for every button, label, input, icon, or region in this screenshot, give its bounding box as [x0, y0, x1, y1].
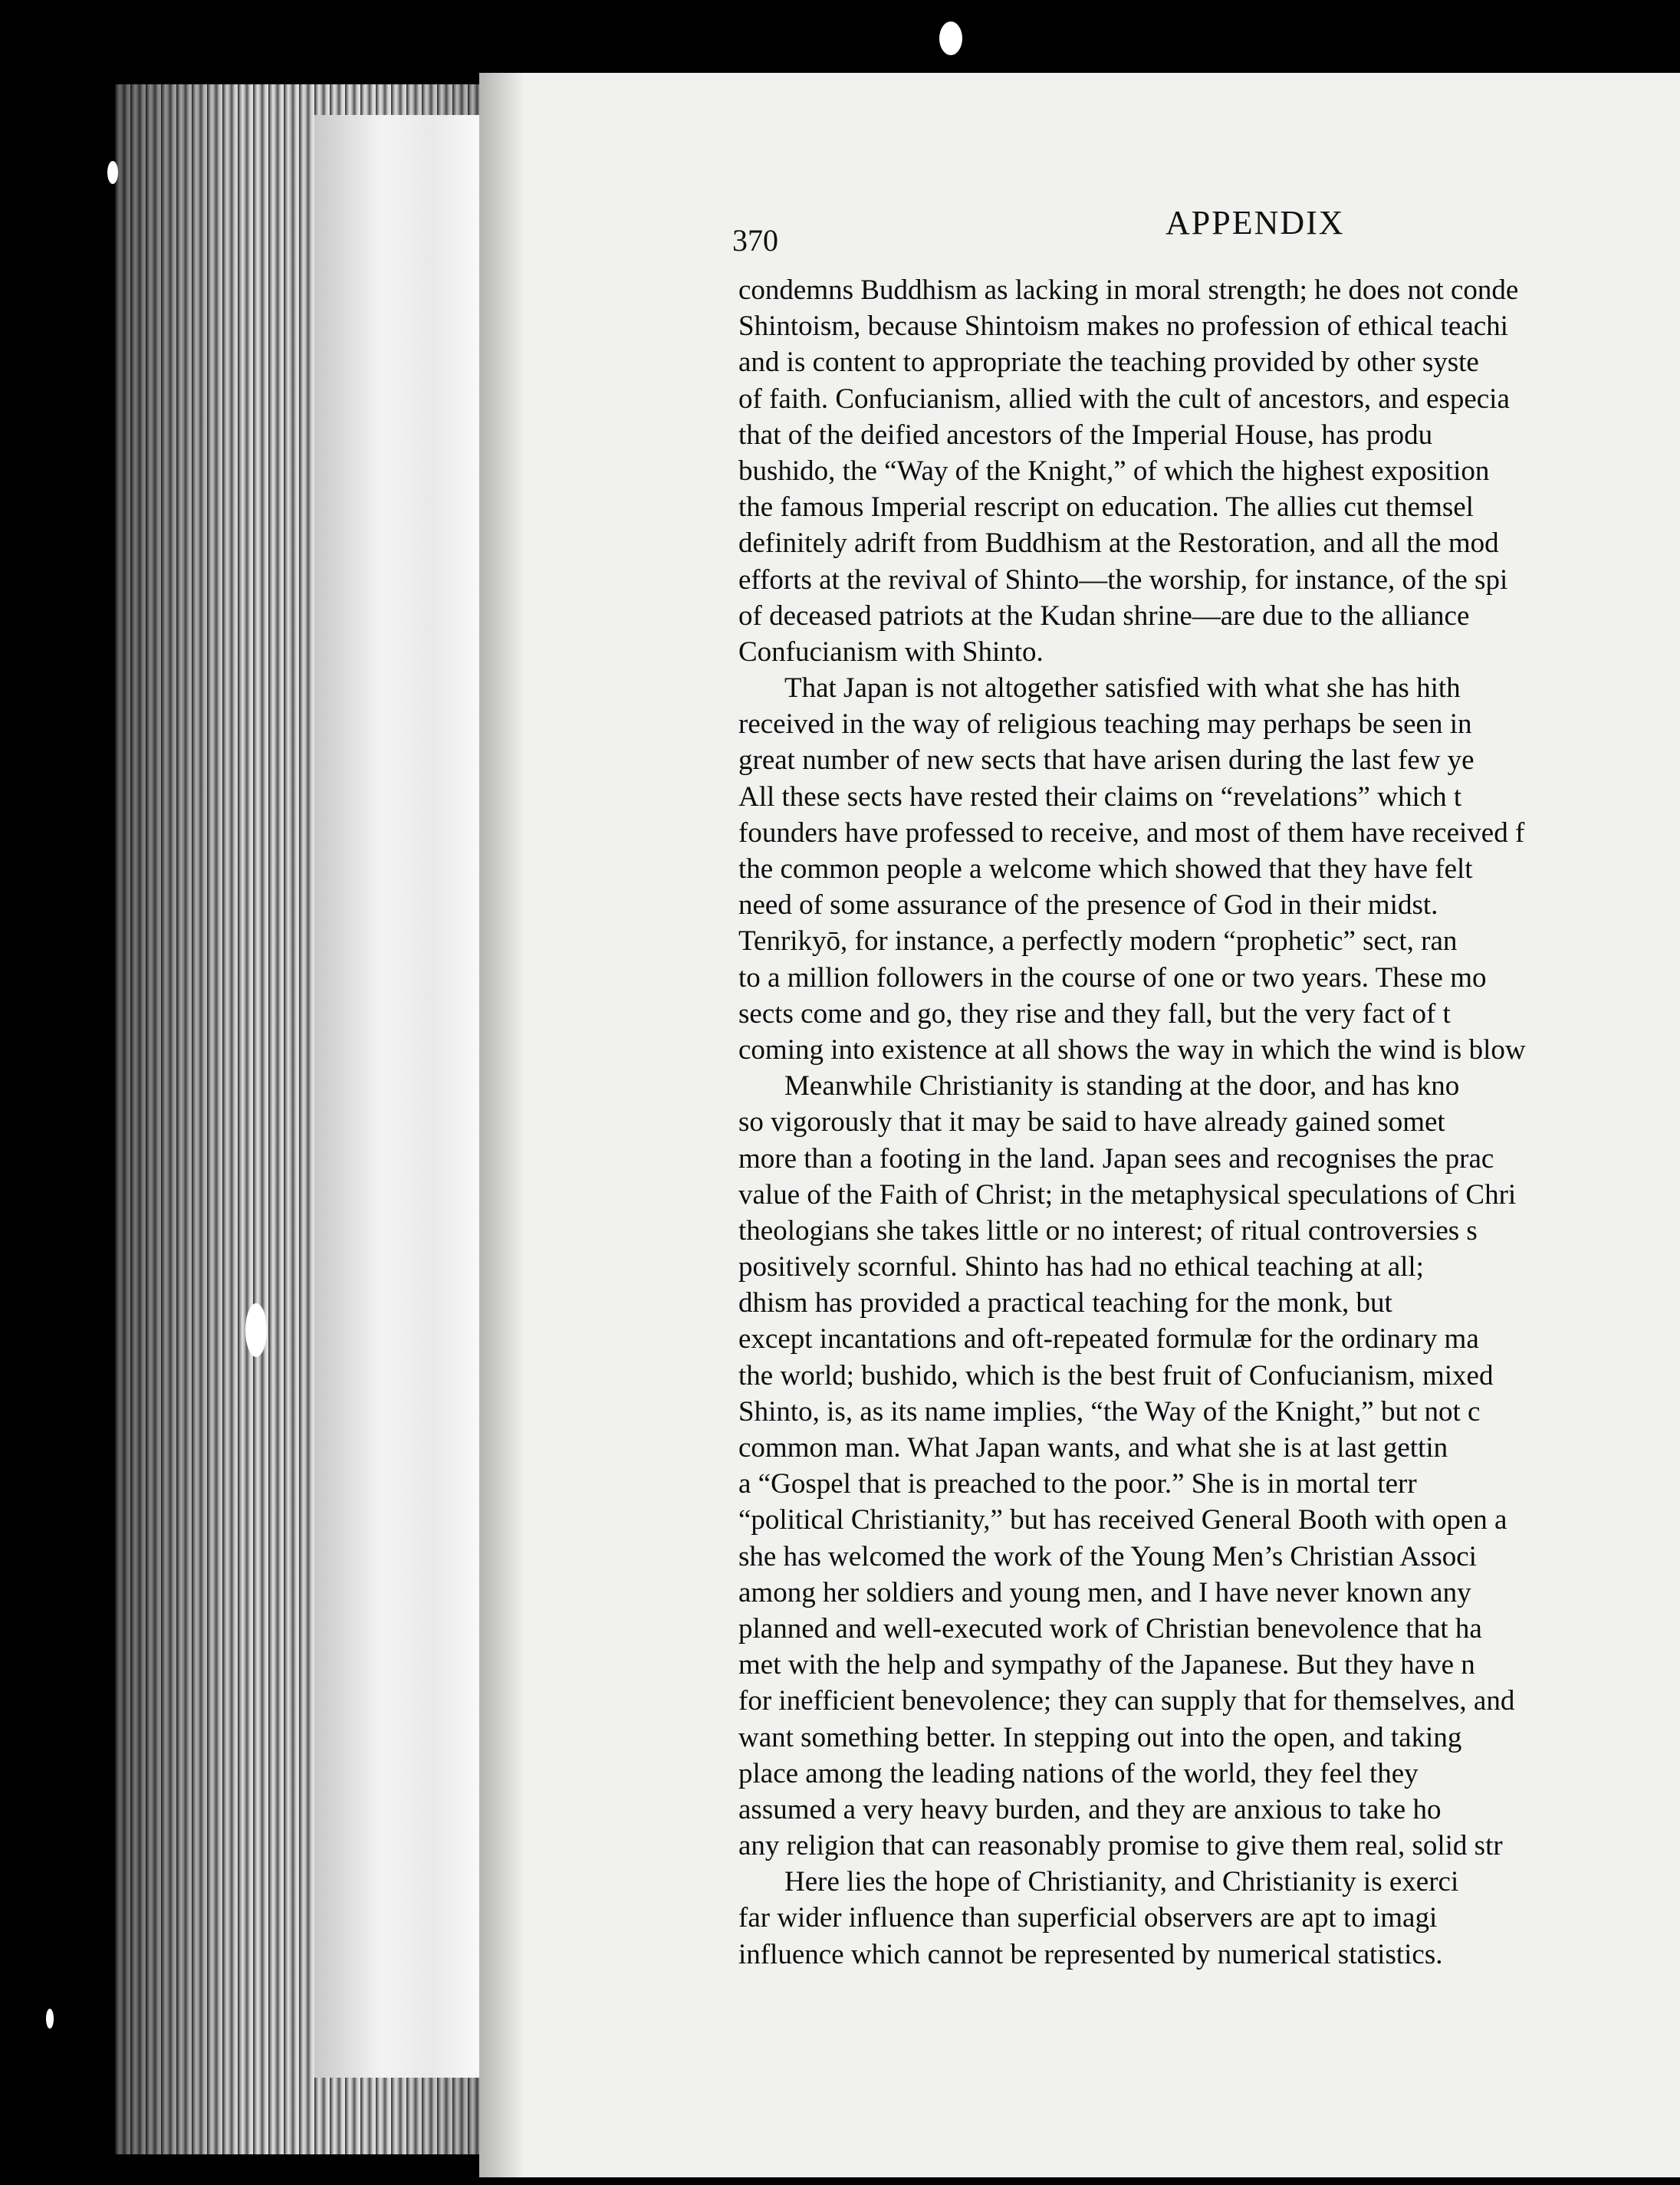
text-line: of deceased patriots at the Kudan shrine—are due to the alliance — [738, 600, 1470, 632]
text-line: sects come and go, they rise and they fall, but the very fact of t — [738, 997, 1451, 1030]
text-line: planned and well-executed work of Christian benevolence that ha — [738, 1612, 1482, 1644]
text-line: received in the way of religious teaching may perhaps be seen in — [738, 708, 1472, 741]
text-line: positively scornful. Shinto has had no ethical teaching at all; — [738, 1251, 1424, 1283]
text-line: great number of new sects that have arisen during the last few ye — [738, 744, 1475, 777]
text-line: Confucianism with Shinto. — [738, 636, 1044, 668]
text-line: that of the deified ancestors of the Imperial House, has produ — [738, 419, 1433, 451]
text-line: value of the Faith of Christ; in the metaphysical speculations of Chri — [738, 1178, 1517, 1211]
text-line: a “Gospel that is preached to the poor.” She is in mortal terr — [738, 1468, 1417, 1500]
text-line: condemns Buddhism as lacking in moral strength; he does not conde — [738, 274, 1519, 306]
scan-speck — [107, 161, 118, 184]
text-line: Tenrikyō, for instance, a perfectly modern “prophetic” sect, ran — [738, 925, 1458, 958]
scan-speck — [46, 2009, 54, 2029]
text-line: except incantations and oft-repeated formulæ for the ordinary ma — [738, 1323, 1479, 1355]
text-line: Here lies the hope of Christianity, and Christianity is exerci — [784, 1866, 1459, 1898]
text-line: the world; bushido, which is the best fruit of Confucianism, mixed — [738, 1359, 1494, 1392]
scan-speck — [245, 1303, 267, 1357]
text-line: assumed a very heavy burden, and they are anxious to take ho — [738, 1793, 1442, 1825]
text-line: and is content to appropriate the teaching provided by other syste — [738, 347, 1479, 379]
text-line: far wider influence than superficial observers are apt to imagi — [738, 1902, 1438, 1934]
text-line: efforts at the revival of Shinto—the worship, for instance, of the spi — [738, 564, 1508, 596]
text-line: more than a footing in the land. Japan sees and recognises the prac — [738, 1142, 1494, 1175]
text-line: to a million followers in the course of one or two years. These mo — [738, 961, 1487, 994]
text-line: dhism has provided a practical teaching for the monk, but — [738, 1287, 1392, 1319]
scan-speck — [939, 21, 962, 55]
page-header — [732, 115, 1652, 258]
body-text — [738, 272, 1680, 1973]
text-line: common man. What Japan wants, and what she is at last gettin — [738, 1432, 1448, 1464]
text-line: coming into existence at all shows the way in which the wind is blow — [738, 1033, 1526, 1066]
text-line: the common people a welcome which showed that they have felt — [738, 853, 1473, 885]
page-number: 370 — [732, 223, 778, 258]
text-line: she has welcomed the work of the Young Men’s Christian Associ — [738, 1540, 1477, 1572]
text-line: of faith. Confucianism, allied with the cult of ancestors, and especia — [738, 383, 1510, 415]
text-line: influence which cannot be represented by numerical statistics. — [738, 1938, 1443, 1970]
text-line: the famous Imperial rescript on education. The allies cut themsel — [738, 491, 1474, 524]
text-line: Shinto, is, as its name implies, “the Way of the Knight,” but not c — [738, 1395, 1481, 1428]
running-head: APPENDIX — [1165, 204, 1345, 242]
text-line: theologians she takes little or no interest; of ritual controversies s — [738, 1214, 1478, 1247]
gutter-shadow — [479, 73, 525, 2177]
text-line: so vigorously that it may be said to have already gained somet — [738, 1106, 1445, 1138]
text-line: place among the leading nations of the world, they feel they — [738, 1757, 1419, 1789]
text-line: “political Christianity,” but has received General Booth with open a — [738, 1504, 1507, 1536]
text-line: Shintoism, because Shintoism makes no profession of ethical teachi — [738, 310, 1508, 343]
text-line: need of some assurance of the presence of God in their midst. — [738, 889, 1438, 922]
text-line: any religion that can reasonably promise to give them real, solid str — [738, 1830, 1503, 1862]
text-line: Meanwhile Christianity is standing at the door, and has kno — [784, 1070, 1460, 1102]
text-line: definitely adrift from Buddhism at the Restoration, and all the mod — [738, 527, 1499, 560]
text-line: bushido, the “Way of the Knight,” of which the highest exposition — [738, 455, 1490, 487]
text-line: met with the help and sympathy of the Japanese. But they have n — [738, 1649, 1475, 1681]
text-line: want something better. In stepping out into the open, and taking — [738, 1721, 1462, 1753]
inner-page-edge — [314, 115, 483, 2078]
text-line: That Japan is not altogether satisfied with what she has hith — [784, 672, 1461, 705]
text-line: for inefficient benevolence; they can supply that for themselves, and — [738, 1685, 1515, 1717]
text-line: founders have professed to receive, and most of them have received f — [738, 816, 1525, 849]
text-line: among her soldiers and young men, and I have never known any — [738, 1576, 1471, 1608]
text-line: All these sects have rested their claims on “revelations” which t — [738, 780, 1462, 813]
